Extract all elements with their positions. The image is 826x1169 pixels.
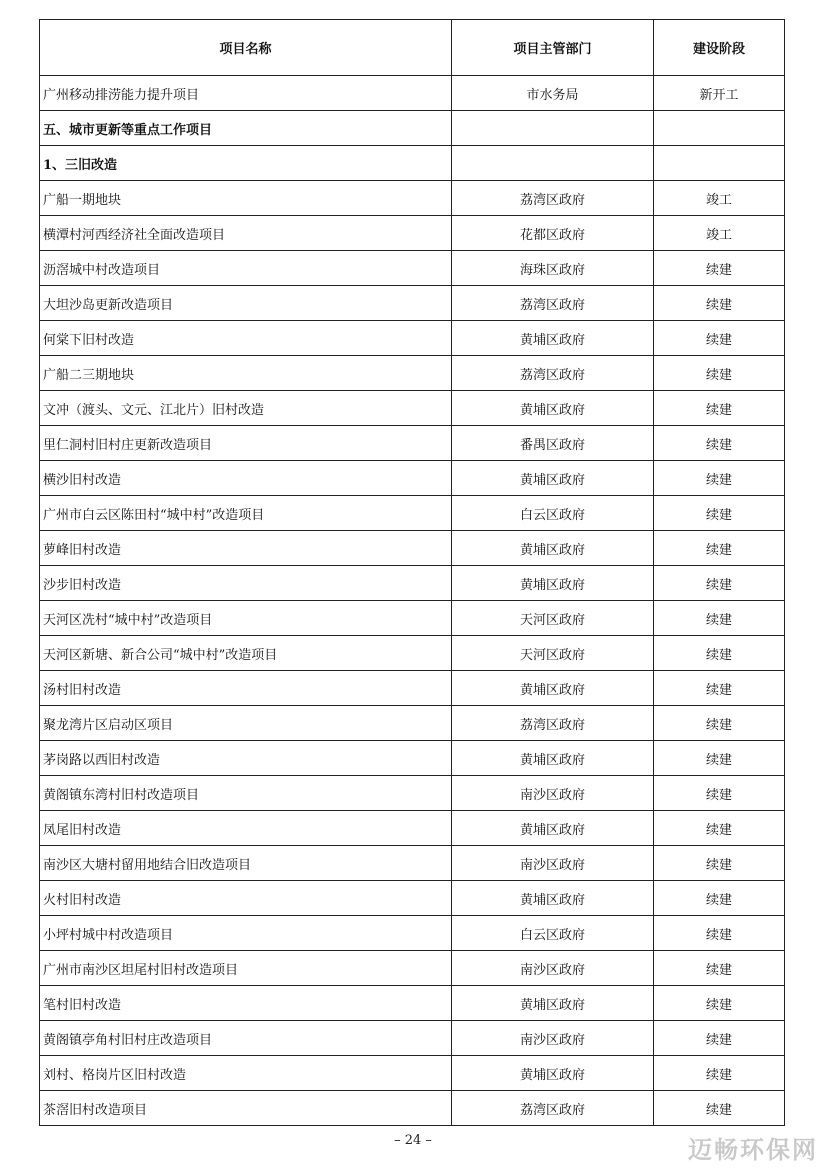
project-name-cell: 广船二三期地块 — [40, 356, 452, 391]
table-row — [40, 181, 785, 216]
department-cell: 荔湾区政府 — [452, 706, 654, 741]
stage-cell: 续建 — [654, 671, 785, 706]
stage-cell: 续建 — [654, 531, 785, 566]
project-name-cell: 黄阁镇东湾村旧村改造项目 — [40, 776, 452, 811]
department-cell: 黄埔区政府 — [452, 986, 654, 1021]
department-cell: 南沙区政府 — [452, 846, 654, 881]
stage-cell: 续建 — [654, 356, 785, 391]
stage-cell: 续建 — [654, 846, 785, 881]
project-name-cell: 文冲（渡头、文元、江北片）旧村改造 — [40, 391, 452, 426]
project-name-cell: 茶滘旧村改造项目 — [40, 1091, 452, 1126]
department-cell: 黄埔区政府 — [452, 566, 654, 601]
stage-cell: 续建 — [654, 251, 785, 286]
stage-cell: 续建 — [654, 636, 785, 671]
table-row — [40, 636, 785, 671]
table-row — [40, 391, 785, 426]
stage-cell: 续建 — [654, 986, 785, 1021]
department-cell: 海珠区政府 — [452, 251, 654, 286]
project-name-cell: 1、三旧改造 — [40, 146, 452, 181]
table-row — [40, 916, 785, 951]
table-row — [40, 846, 785, 881]
project-name-cell: 大坦沙岛更新改造项目 — [40, 286, 452, 321]
stage-cell: 续建 — [654, 286, 785, 321]
project-name-cell: 里仁洞村旧村庄更新改造项目 — [40, 426, 452, 461]
department-cell: 花都区政府 — [452, 216, 654, 251]
watermark-logo: 迈畅环保网 — [688, 1136, 818, 1164]
table-row — [40, 811, 785, 846]
department-cell: 南沙区政府 — [452, 951, 654, 986]
project-name-cell: 天河区新塘、新合公司“城中村”改造项目 — [40, 636, 452, 671]
section-row — [40, 146, 785, 181]
project-name-cell: 天河区冼村“城中村”改造项目 — [40, 601, 452, 636]
project-name-cell: 笔村旧村改造 — [40, 986, 452, 1021]
project-name-cell: 广船一期地块 — [40, 181, 452, 216]
table-row — [40, 216, 785, 251]
project-name-cell: 火村旧村改造 — [40, 881, 452, 916]
project-name-cell: 广州市白云区陈田村“城中村”改造项目 — [40, 496, 452, 531]
department-cell: 天河区政府 — [452, 636, 654, 671]
table-row — [40, 1021, 785, 1056]
project-name-cell: 广州市南沙区坦尾村旧村改造项目 — [40, 951, 452, 986]
department-cell: 市水务局 — [452, 76, 654, 111]
department-cell: 黄埔区政府 — [452, 1056, 654, 1091]
header-department: 项目主管部门 — [452, 20, 654, 76]
table-row — [40, 776, 785, 811]
department-cell: 黄埔区政府 — [452, 461, 654, 496]
stage-cell: 续建 — [654, 496, 785, 531]
stage-cell: 续建 — [654, 426, 785, 461]
stage-cell — [654, 146, 785, 181]
table-row — [40, 461, 785, 496]
project-name-cell: 沥滘城中村改造项目 — [40, 251, 452, 286]
department-cell: 番禺区政府 — [452, 426, 654, 461]
department-cell: 荔湾区政府 — [452, 1091, 654, 1126]
department-cell: 黄埔区政府 — [452, 741, 654, 776]
department-cell — [452, 111, 654, 146]
table-header-row — [40, 20, 785, 76]
table-row — [40, 566, 785, 601]
stage-cell: 续建 — [654, 601, 785, 636]
table-row — [40, 426, 785, 461]
table-row — [40, 1056, 785, 1091]
table-row — [40, 601, 785, 636]
department-cell: 南沙区政府 — [452, 1021, 654, 1056]
stage-cell: 续建 — [654, 1091, 785, 1126]
table-row — [40, 76, 785, 111]
stage-cell: 续建 — [654, 706, 785, 741]
project-name-cell: 南沙区大塘村留用地结合旧改造项目 — [40, 846, 452, 881]
department-cell: 黄埔区政府 — [452, 881, 654, 916]
department-cell: 荔湾区政府 — [452, 181, 654, 216]
table-row — [40, 321, 785, 356]
stage-cell: 续建 — [654, 321, 785, 356]
project-name-cell: 小坪村城中村改造项目 — [40, 916, 452, 951]
department-cell: 黄埔区政府 — [452, 811, 654, 846]
stage-cell: 竣工 — [654, 216, 785, 251]
table-row — [40, 496, 785, 531]
table-row — [40, 531, 785, 566]
stage-cell: 续建 — [654, 391, 785, 426]
stage-cell: 续建 — [654, 916, 785, 951]
table-row — [40, 356, 785, 391]
table-row — [40, 986, 785, 1021]
project-name-cell: 何棠下旧村改造 — [40, 321, 452, 356]
stage-cell: 续建 — [654, 741, 785, 776]
project-name-cell: 五、城市更新等重点工作项目 — [40, 111, 452, 146]
department-cell: 黄埔区政府 — [452, 531, 654, 566]
department-cell: 黄埔区政府 — [452, 391, 654, 426]
table-row — [40, 251, 785, 286]
department-cell: 荔湾区政府 — [452, 356, 654, 391]
table-row — [40, 881, 785, 916]
project-name-cell: 茅岗路以西旧村改造 — [40, 741, 452, 776]
project-name-cell: 汤村旧村改造 — [40, 671, 452, 706]
stage-cell: 新开工 — [654, 76, 785, 111]
table-row — [40, 286, 785, 321]
table-row — [40, 706, 785, 741]
project-name-cell: 聚龙湾片区启动区项目 — [40, 706, 452, 741]
project-name-cell: 横潭村河西经济社全面改造项目 — [40, 216, 452, 251]
table-row — [40, 951, 785, 986]
stage-cell: 续建 — [654, 776, 785, 811]
project-name-cell: 广州移动排涝能力提升项目 — [40, 76, 452, 111]
department-cell — [452, 146, 654, 181]
department-cell: 荔湾区政府 — [452, 286, 654, 321]
stage-cell: 续建 — [654, 461, 785, 496]
header-project-name: 项目名称 — [40, 20, 452, 76]
stage-cell: 续建 — [654, 811, 785, 846]
stage-cell: 竣工 — [654, 181, 785, 216]
project-name-cell: 横沙旧村改造 — [40, 461, 452, 496]
project-name-cell: 沙步旧村改造 — [40, 566, 452, 601]
department-cell: 南沙区政府 — [452, 776, 654, 811]
table-row — [40, 741, 785, 776]
stage-cell — [654, 111, 785, 146]
table-row — [40, 1091, 785, 1126]
department-cell: 黄埔区政府 — [452, 321, 654, 356]
stage-cell: 续建 — [654, 566, 785, 601]
project-name-cell: 刘村、格岗片区旧村改造 — [40, 1056, 452, 1091]
stage-cell: 续建 — [654, 1021, 785, 1056]
department-cell: 白云区政府 — [452, 916, 654, 951]
table-row — [40, 671, 785, 706]
section-row — [40, 111, 785, 146]
project-name-cell: 黄阁镇亭角村旧村庄改造项目 — [40, 1021, 452, 1056]
stage-cell: 续建 — [654, 1056, 785, 1091]
department-cell: 天河区政府 — [452, 601, 654, 636]
department-cell: 黄埔区政府 — [452, 671, 654, 706]
header-stage: 建设阶段 — [654, 20, 785, 76]
stage-cell: 续建 — [654, 881, 785, 916]
project-name-cell: 凤尾旧村改造 — [40, 811, 452, 846]
stage-cell: 续建 — [654, 951, 785, 986]
project-name-cell: 萝峰旧村改造 — [40, 531, 452, 566]
department-cell: 白云区政府 — [452, 496, 654, 531]
page-number: – 24 – — [394, 1133, 432, 1148]
project-table — [39, 19, 785, 1126]
